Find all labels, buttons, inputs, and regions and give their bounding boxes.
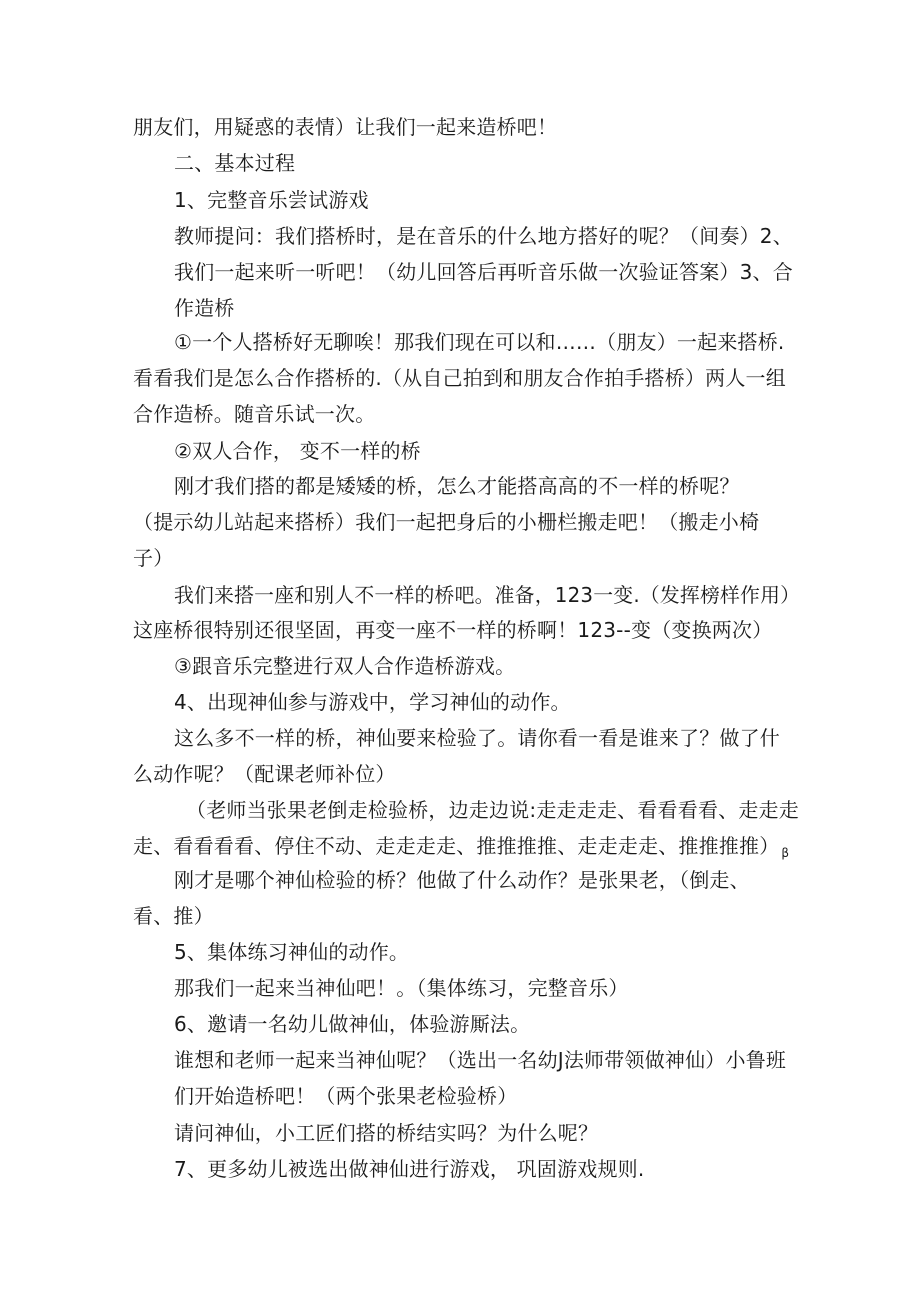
text-line: 请问神仙，小工匠们搭的桥结实吗？为什么呢？ xyxy=(174,1121,599,1145)
text-line: 教师提问：我们搭桥时，是在音乐的什么地方搭好的呢？（间奏）2、 xyxy=(174,224,793,248)
text-line: 刚才我们搭的都是矮矮的桥，怎么才能搭高高的不一样的桥呢？ xyxy=(174,474,740,498)
text-line: （提示幼儿站起来搭桥）我们一起把身后的小栅栏搬走吧！（搬走小椅 xyxy=(133,510,760,534)
text-line: 合作造桥。随音乐试一次。 xyxy=(133,402,376,426)
text-line xyxy=(133,834,789,858)
text-line: 作造桥 xyxy=(174,296,235,320)
text-line: ①一个人搭桥好无聊唉！那我们现在可以和……（朋友）一起来搭桥. xyxy=(174,330,785,354)
text-line: ②双人合作， 变不一样的桥 xyxy=(174,439,421,463)
text-line: 看、推） xyxy=(133,904,214,928)
text-line: 们开始造桥吧！（两个张果老检验桥） xyxy=(174,1084,518,1108)
text-line-main: 走、看看看看、停住不动、走走走走、推推推推、走走走走、推推推推） xyxy=(133,834,780,858)
text-line: 这座桥很特别还很坚固，再变一座不一样的桥啊！123--变（变换两次） xyxy=(133,618,773,642)
step-heading: 6、邀请一名幼儿做神仙，体验游厮法。 xyxy=(174,1012,531,1036)
step-heading: 5、集体练习神仙的动作。 xyxy=(174,940,410,964)
step-heading: 7、更多幼儿被选出做神仙进行游戏， 巩固游戏规则. xyxy=(174,1157,645,1181)
text-line: 刚才是哪个神仙检验的桥？他做了什么动作？是张果老，（倒走、 xyxy=(174,868,750,892)
text-line: （老师当张果老倒走检验桥，边走边说:走走走走、看看看看、走走走 xyxy=(186,798,799,822)
text-line: 我们来搭一座和别人不一样的桥吧。准备，123一变.（发挥榜样作用） xyxy=(174,583,801,607)
stray-symbol: β xyxy=(781,846,790,860)
text-line: 朋友们，用疑惑的表情）让我们一起来造桥吧！ xyxy=(133,115,558,139)
text-line: 子） xyxy=(133,546,174,570)
text-line: 那我们一起来当神仙吧！。（集体练习，完整音乐） xyxy=(174,976,629,1000)
step-heading: 4、出现神仙参与游戏中，学习神仙的动作。 xyxy=(174,690,571,714)
text-line: 谁想和老师一起来当神仙呢？（选出一名幼J法师带领做神仙）小鲁班 xyxy=(174,1048,787,1072)
section-heading: 二、基本过程 xyxy=(174,151,296,175)
text-line: 看看我们是怎么合作搭桥的.（从自己拍到和朋友合作拍手搭桥）两人一组 xyxy=(133,366,786,390)
step-heading: 1、完整音乐尝试游戏 xyxy=(174,188,369,212)
text-line: 我们一起来听一听吧！（幼儿回答后再听音乐做一次验证答案）3、合 xyxy=(174,260,793,284)
text-line: 这么多不一样的桥，神仙要来检验了。请你看一看是谁来了？做了什 xyxy=(174,726,780,750)
text-line: ③跟音乐完整进行双人合作造桥游戏。 xyxy=(174,654,516,678)
text-line: 么动作呢？（配课老师补位） xyxy=(133,762,396,786)
